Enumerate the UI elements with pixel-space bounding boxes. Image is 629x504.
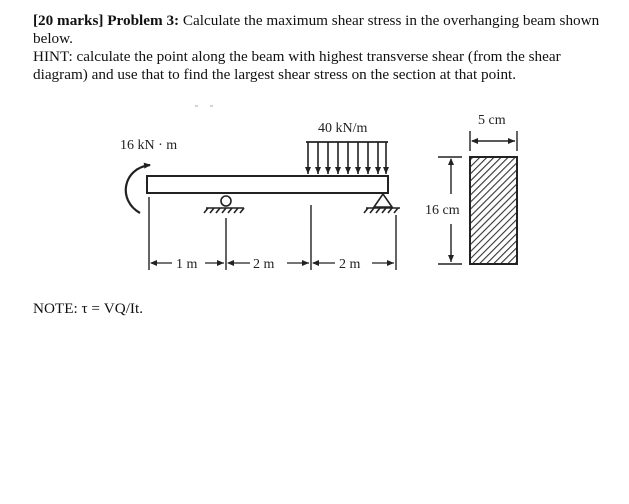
problem-heading: Problem 3: <box>107 12 180 29</box>
problem-hint: HINT: calculate the point along the beam with highest transverse shear (from the shear diagram) and use that to find the largest shear stress on the section at that point. <box>33 48 561 83</box>
dimension-label-1: 1 m <box>176 257 198 272</box>
problem-text: Calculate the maximum shear stress in the overhanging beam shown below. <box>33 12 600 47</box>
note-formula: NOTE: τ = VQ/It. <box>33 300 143 317</box>
cross-section <box>470 157 517 264</box>
dimension-label-3: 2 m <box>339 257 361 272</box>
section-width-dimension <box>470 131 517 151</box>
moment-label: 16 kN · m <box>120 138 178 153</box>
load-arrows <box>308 142 386 174</box>
dimension-label-2: 2 m <box>253 257 275 272</box>
load-label: 40 kN/m <box>318 121 368 136</box>
pin-support <box>364 194 400 213</box>
roller-support <box>204 196 244 213</box>
section-height-label: 16 cm <box>425 203 460 218</box>
section-width-label: 5 cm <box>478 113 506 128</box>
problem-marks: [20 marks] <box>33 12 104 29</box>
beam <box>147 176 388 193</box>
